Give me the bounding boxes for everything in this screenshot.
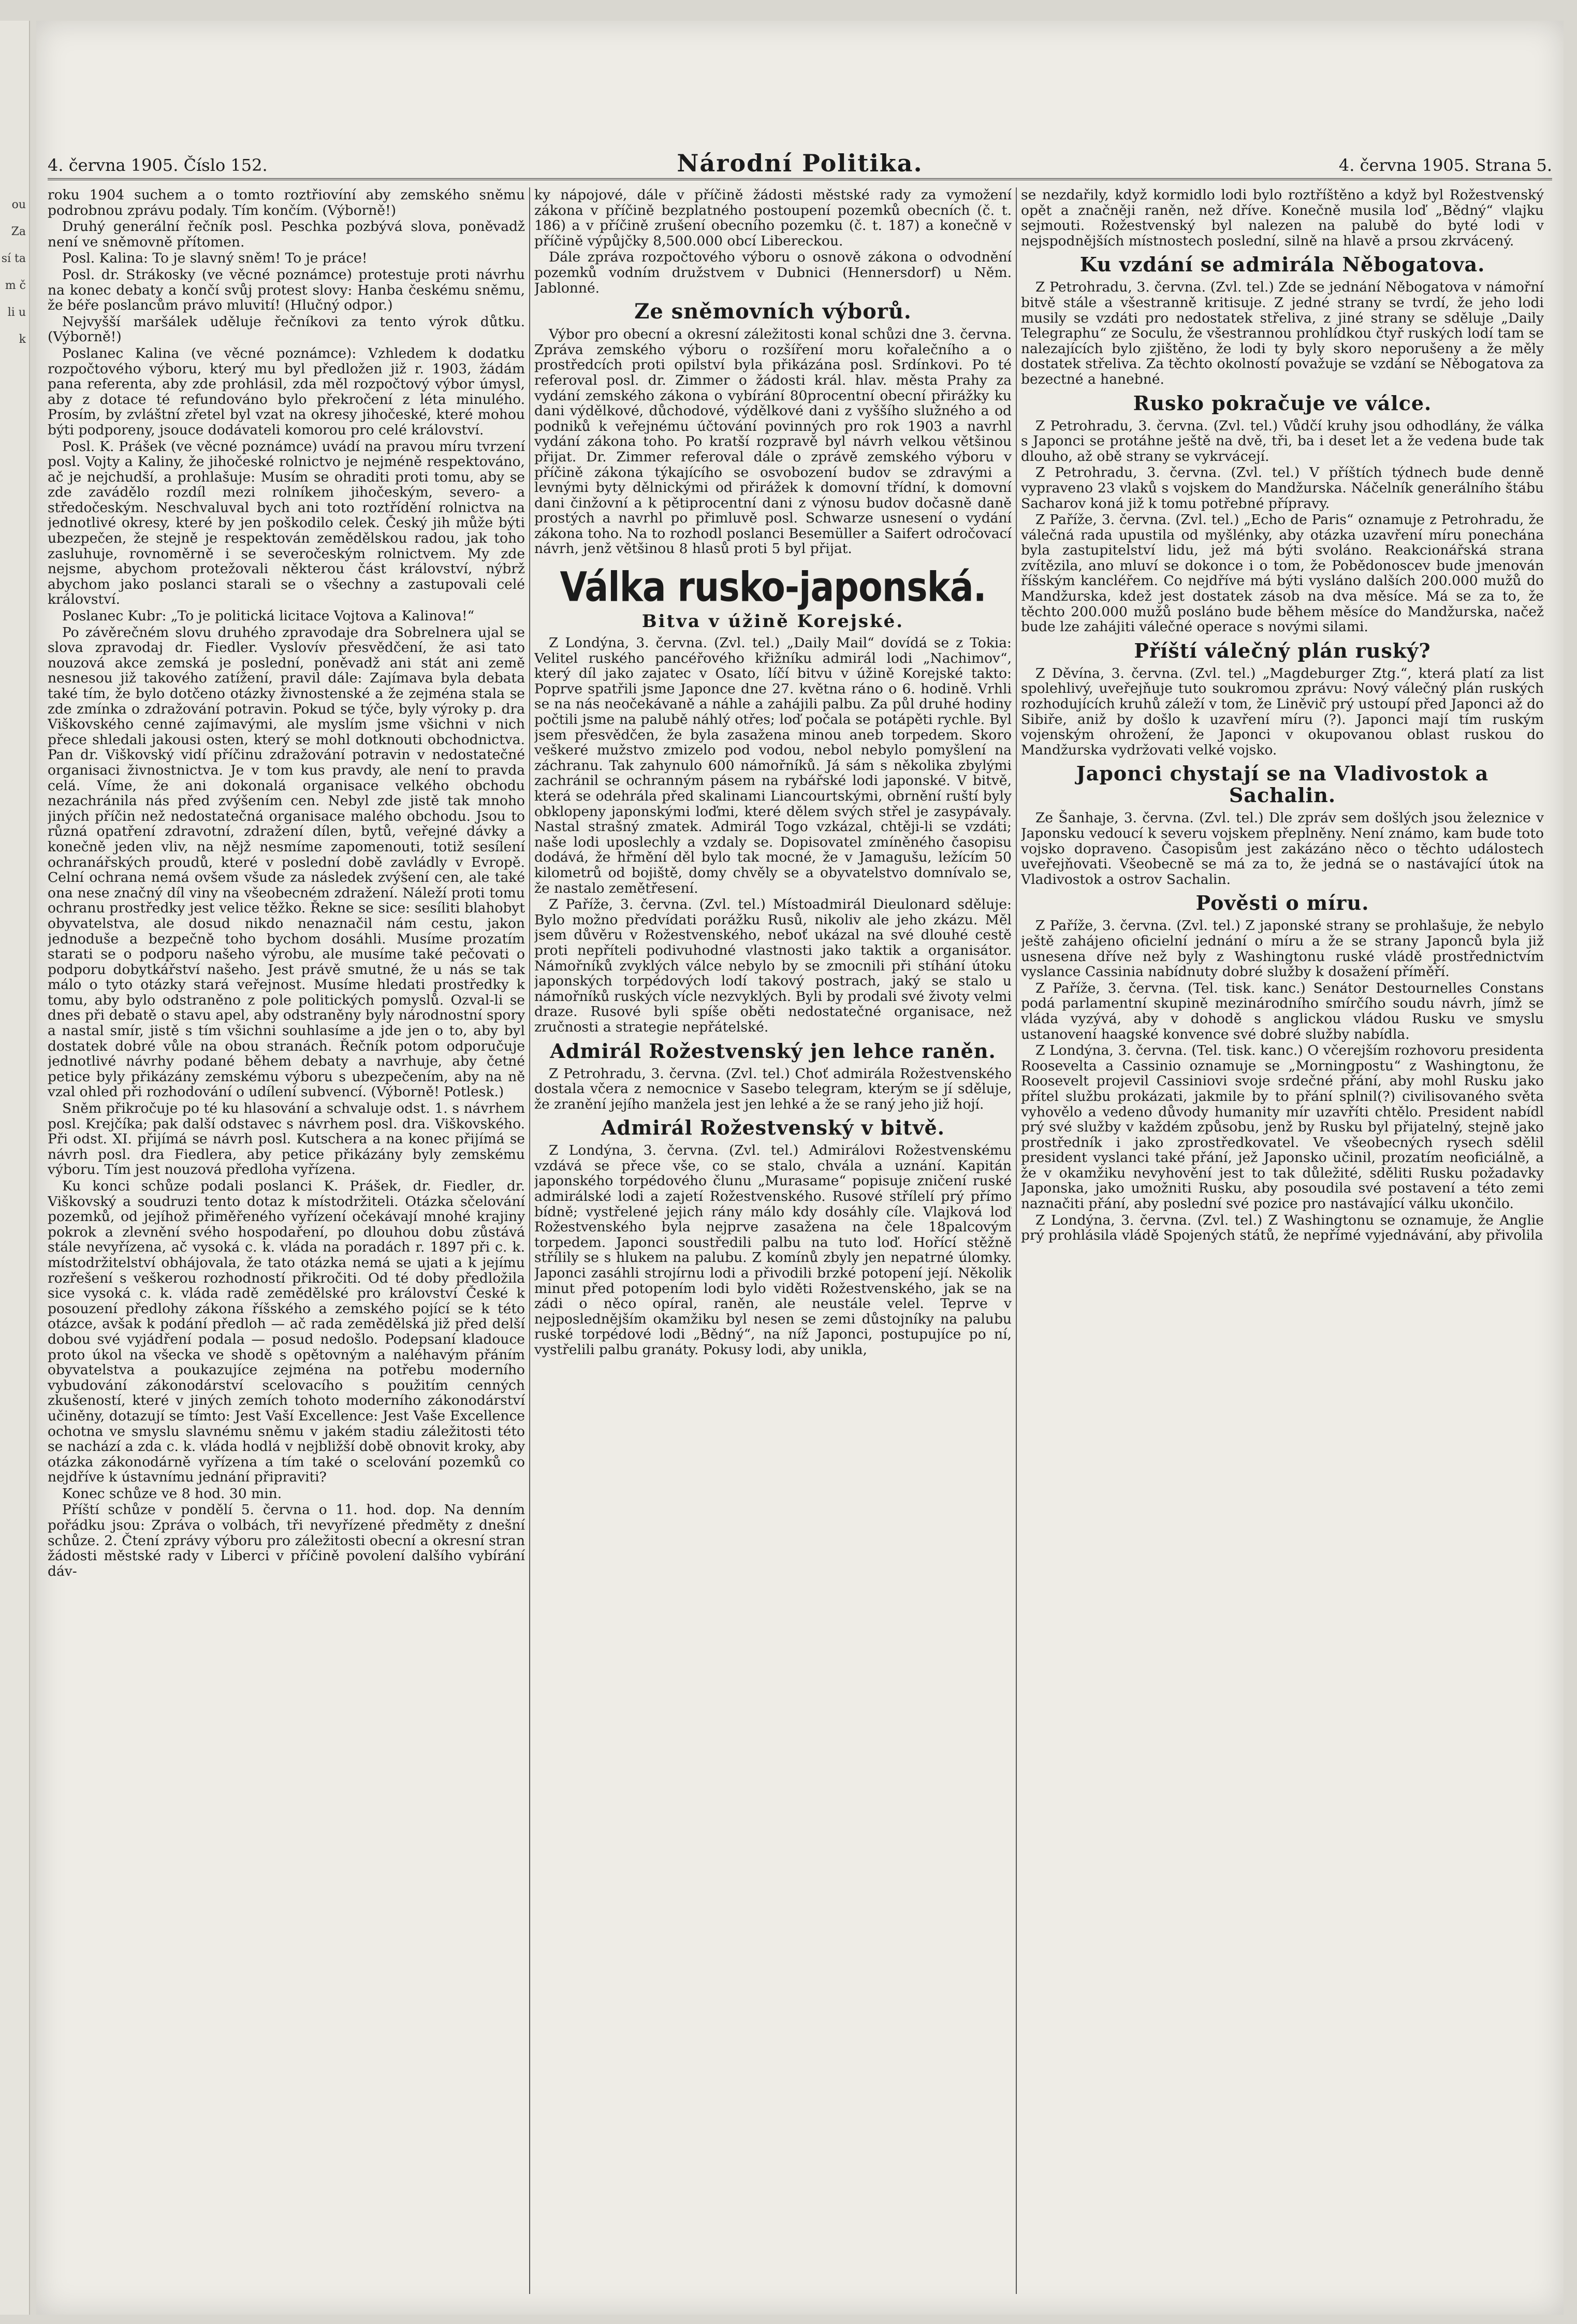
header-date-right: 4. června 1905. Strana 5. xyxy=(1338,155,1552,175)
section-heading: Příští válečný plán ruský? xyxy=(1134,638,1431,662)
column-rule xyxy=(1016,187,1017,2294)
section-heading: Japonci chystají se na Vladivostok a Sachalin. xyxy=(1076,762,1489,807)
paragraph: Posl. Kalina: To je slavný sněm! To je práce! xyxy=(62,250,368,267)
section-heading: Ze sněmovních výborů. xyxy=(634,299,912,324)
paragraph: Z Petrohradu, 3. června. (Zvl. tel.) Choť admirála Rožestvenského dostala včera z nemocnice v Sasebo telegram, kterým se jí sděluje, že zranění jejího manžela jest jen lehké a že se raný jeho již hojí. xyxy=(534,1065,1012,1112)
masthead: Národní Politika. xyxy=(677,149,923,177)
section-heading: Admirál Rožestvenský jen lehce raněn. xyxy=(550,1039,996,1063)
paragraph: Z Paříže, 3. června. (Zvl. tel.) „Echo de Paris“ oznamuje z Petrohradu, že válečná rada upustila od myšlénky, aby otázka uzavření míru ponechána byla zastupitelství lidu, jež má býti svoláno. Reakcionářská strana zvítězila, ano mluví se dokonce i o tom, že Pobědonoscev bude jmenován říšským kancléřem. Co nejdříve má býti vysláno dalších 200.000 mužů do Mandžurska, kdež jest dostatek zásob na dva měsíce. Má se za to, že těchto 200.000 mužů posláno bude během měsíce do Mandžurska, načež bude lze zahájiti válečné operace s novými silami. xyxy=(1021,512,1544,635)
paragraph: Z Petrohradu, 3. června. (Zvl. tel.) V příštích týdnech bude denně vypraveno 23 vlaků s vojskem do Mandžurska. Náčelník generálního štábu Sacharov koná již k tomu potřebné přípravy. xyxy=(1021,464,1544,512)
section-heading: Admirál Rožestvenský v bitvě. xyxy=(601,1116,945,1140)
paragraph: Z Petrohradu, 3. června. (Zvl. tel.) Vůdčí kruhy jsou odhodlány, že válka s Japonci se protáhne ještě na dvě, tři, ba i deset let a že vedena bude tak dlouho, až obě strany se vykrvácejí. xyxy=(1021,417,1544,464)
paragraph: Posl. K. Prášek (ve věcné poznámce) uvádí na pravou míru tvrzení posl. Vojty a Kaliny, že jihočeské rolnictvo je nejméně respektováno, ač je nejchudší, a prohlašuje: Musím se ohraditi proti tomu, aby se zde zavádělo rozdíl mezi rolníkem jihočeským, severo- a středočeským. Neschvaluval bych ani toto roztřídění rolnictva na jednotlivé okresy, které by jen poškodilo celek. Český jih může býti ubezpečen, že stejně je respektován zemědělskou radou, jak toho zasluhuje, rovnoměrně i se severočeským rolnictvem. My zde nejsme, abychom protežovali některou část království, nýbrž abychom jako poslanci starali se o všechny a zastupovali celé království. xyxy=(48,438,525,608)
paragraph: Druhý generální řečník posl. Peschka pozbývá slova, poněvadž není ve sněmovně přítomen. xyxy=(48,219,525,250)
paragraph: Z Londýna, 3. června. (Zvl. tel.) Z Washingtonu se oznamuje, že Anglie prý prohlásila vládě Spojených států, že nepřímé vyjednávání, aby přivolila xyxy=(1021,1212,1544,1244)
paragraph: Nejvyšší maršálek uděluje řečníkovi za tento výrok důtku. (Výborně!) xyxy=(48,313,525,345)
paragraph: Příští schůze v pondělí 5. června o 11. hod. dop. Na denním pořádku jsou: Zpráva o volbách, tři nevyřízené předměty z dnešní schůze. 2. Čtení zprávy výboru pro záležitosti obecní a okresní stran žádosti městské rady v Liberci v příčině povolení dalšího vybírání dáv- xyxy=(48,1502,525,1579)
paragraph: Z Londýna, 3. června. (Zvl. tel.) Admirálovi Rožestvenskému vzdává se přece vše, co se stalo, chvála a uznání. Kapitán japonského torpédového člunu „Murasame“ popisuje zničení ruské admirálské lodi a zajetí Rožestvenského. Rusové střílelí prý přímo bídně; vystřelené jejich rány málo kdy dosáhly cíle. Vlajková loď Rožestvenského byla nejprve zasažena na čele 18palcovým torpedem. Japonci soustředili palbu na tuto loď. Hořící stěžně střílily se s hlukem na palubu. Z komínů zbyly jen nepatrné úlomky. Japonci zasáhli strojírnu lodi a přivodili brzké potopení její. Několik minut před potopením lodi bylo viděti Rožestvenského, jak se na zádi o něco opíral, raněn, ale neustále velel. Teprve v nejposlednějším okamžiku byl nesen se zemi důstojníky na palubu ruské torpédové lodi „Bědný“, na níž Japonci, postupujíce po ní, vystřelili palbu granáty. Pokusy lodi, aby unikla, xyxy=(534,1142,1012,1358)
section-heading: Ku vzdání se admirála Něbogatova. xyxy=(1079,253,1485,277)
paragraph: Výbor pro obecní a okresní záležitosti konal schůzi dne 3. června. Zpráva zemského výboru o rozšíření moru kořalečního a o prostředcích proti opilství byla přikázána posl. Srdínkovi. Po té referoval posl. dr. Zimmer o žádosti král. hlav. města Prahy za vydání zemského zákona o vybírání 80procentní obecní přirážky ku dani výdělkové, důchodové, výdělkové dani z vyššího služného a od podniků k veřejnému účtování povinných pro rok 1903 a navrhl vydání zákona toho. Po kratší rozpravě byl návrh velkou většinou přijat. Dr. Zimmer referoval dále o zprávě zemského výboru v příčině zákona týkajícího se osvobození budov se zdravými a levnými byty dělnickými od přirážek k domovní třídní, k domovní dani činžovní a k pětiprocentní dani z výnosu budov dočasně daně prostých a navrhl po přimluvě posl. Schwarze usnesení o vydání zákona toho. Na to rozhodl poslanci Besemüller a Saifert odročovací návrh, jenž většinou 8 hlasů proti 5 byl přijat. xyxy=(534,326,1012,557)
paragraph: se nezdařily, když kormidlo lodi bylo roztříštěno a když byl Rožestvenský opět a značněji raněn, než dříve. Konečně musila loď „Bědný“ vlajku sejmouti. Rožestvenský byl nalezen na palubě do byté lodi v nejspodnějších místnostech poslední, silně na hlavě a prsou zkrvácený. xyxy=(1021,187,1544,249)
margin-fragments: ou Za sí ta m č li u k xyxy=(1,198,26,346)
paragraph: roku 1904 suchem a o tomto roztřiovíní aby zemského sněmu podrobnou zprávu podaly. Tím končím. (Výborně!) xyxy=(48,187,525,219)
paragraph: Z Petrohradu, 3. června. (Zvl. tel.) Zde se jednání Něbogatova v námořní bitvě stále a všestranně kritisuje. Z jedné strany se tvrdí, že jeho lodi musily se vzdáti pro nedostatek střeliva, z jiné strany se sděluje „Daily Telegraphu“ ze Soculu, že všestrannou prohlídkou čtyř ruských lodí tam se nalezajících bylo zjištěno, že lodi ty byly skoro neporušeny a že měly dostatek střeliva. Za těchto okolností považuje se vzdání se Něbogatova za bezectné a hanebné. xyxy=(1021,279,1544,387)
paragraph: Poslanec Kubr: „To je politická licitace Vojtova a Kalinova!“ xyxy=(62,608,475,624)
newspaper-page xyxy=(36,21,1564,2315)
section-heading: Rusko pokračuje ve válce. xyxy=(1133,391,1432,415)
paragraph: Z Paříže, 3. června. (Zvl. tel.) Místoadmirál Dieulonard sděluje: Bylo možno předvídati porážku Rusů, nikoliv ale jeho zkázu. Měl jsem důvěru v Rožestvenského, neboť ukázal na své dlouhé cestě proti nepříteli podivuhodné vlastnosti jako taktik a organisátor. Námořníků zvyklých válce nebylo by se zmocnili při stíhání útoku japonských torpédových lodí takový postrach, jaký se stalo u námořníků ruských vícle nezvyklých. Byli by prodali své životy velmi draze. Rusové byli spíše oběti nedostatečné organisace, než zručnosti a strategie nepřátelské. xyxy=(534,896,1012,1035)
column-2 xyxy=(534,187,1012,2294)
paragraph: Z Paříže, 3. června. (Tel. tisk. kanc.) Senátor Destournelles Constans podá parlamentní skupině mezinárodního smírčího soudu návrh, jímž se vláda vyzývá, aby v dohodě s anglickou vládou Rusku ve smyslu ustanovení haagské konvence své dobré služby nabídla. xyxy=(1021,980,1544,1042)
paragraph: Z Londýna, 3. června. (Zvl. tel.) „Daily Mail“ dovídá se z Tokia: Velitel ruského pancéřového křižníku admirál lodi „Nachimov“, který díl jako zajatec v Osato, líčí bitvu v úžině Korejské takto: Poprve spatřili jsme Japonce dne 27. května ráno o 6. hodině. Vrhli se na nás neočekávaně a náhle a zahájili palbu. Za půl druhé hodiny počtili jsme na palubě náhlý otřes; loď počala se potápěti rychle. Byl jsem přesvědčen, že byla zasažena minou aneb torpedem. Skoro veškeré mužstvo zmizelo pod vodou, nebol nebylo pomyšlení na záchranu. Tak zahynulo 600 námořníků. Já sám s několika zbylými zachránil se ochranným pásem na rybářské lodi japonské. V bitvě, která se odehrála před skalinami Liancourtskými, obrnění ruští byly obklopeny japonskými loďmi, které dělem svých střel je zasypávaly. Nastal strašný zmatek. Admirál Togo vzkázal, chtěji-li se vzdáti; naše lodi uposlechly a vzdaly se. Dopisovatel zmíněného časopisu dodává, že hřmění děl bylo tak mocné, že v Jamagušu, ležícím 50 kilometrů od bojiště, domy chvěly se a obyvatelstvo domnívalo se, že nastalo zemětřesení. xyxy=(534,635,1012,896)
paragraph: ky nápojové, dále v příčině žádosti městské rady za vymožení zákona v příčině bezplatného postoupení pozemků obecních (č. t. 186) a v příčině zrušení obecního pozemku (č. t. 187) a konečně v příčině výpůjčky 8,500.000 obcí Libereckou. xyxy=(534,187,1012,249)
paragraph: Dále zpráva rozpočtového výboru o osnově zákona o odvodnění pozemků vodním družstvem v Dubnici (Hennersdorf) u Něm. Jablonné. xyxy=(534,249,1012,296)
paragraph: Z Děvína, 3. června. (Zvl. tel.) „Magdeburger Ztg.“, která platí za list spolehlivý, uveřejňuje tuto soukromou zprávu: Nový válečný plán ruských rozhodujících kruhů záleží v tom, že Liněvič prý ustoupí před Japonci až do Sibiře, aniž by došlo k uzavření míru (?). Japonci mají tím ruským vojenským ohrožení, že Japonci v okupovanou oblast ruskou do Mandžurska vydržovati velké vojsko. xyxy=(1021,665,1544,758)
main-war-heading: Válka rusko-japonská. xyxy=(560,564,986,611)
paragraph: Konec schůze ve 8 hod. 30 min. xyxy=(62,1485,282,1502)
paragraph: Sněm přikročuje po té ku hlasování a schvaluje odst. 1. s návrhem posl. Krejčíka; pak další odstavec s návrhem posl. dra. Viškovského. Při odst. XI. přijímá se návrh posl. Kutschera a na konec přijímá se návrh posl. dra Fiedlera, aby petice přikázány byly zemskému výboru. Tím jest nouzová předloha vyřízena. xyxy=(48,1100,525,1178)
page-header xyxy=(48,145,1552,180)
paragraph: Poslanec Kalina (ve věcné poznámce): Vzhledem k dodatku rozpočtového výboru, který mu byl předložen již r. 1903, žádám pana referenta, aby zde prohlásil, zda měl rozpočtový výbor úmysl, aby z dotace té refundováno bylo překročení z léta minulého. Prosím, by zvláštní zřetel byl vzat na okresy jihočeské, které mohou býti podporeny, jsouce dodávateli komorou pro celé království. xyxy=(48,345,525,438)
column-3 xyxy=(1021,187,1544,2294)
paragraph: Posl. dr. Strákosky (ve věcné poznámce) protestuje proti návrhu na konec debaty a končí svůj protest slovy: Hanba českému sněmu, že béře poslancům právo mluvití! (Hlučný odpor.) xyxy=(48,266,525,314)
paragraph: Ze Šanhaje, 3. června. (Zvl. tel.) Dle zpráv sem došlých jsou železnice v Japonsku vedoucí k severu vojskem přeplněny. Není známo, kam bude toto vojsko dopraveno. Časopisům jest zakázáno něco o těchto událostech uveřejňovati. Všeobecně se má za to, že jedná se o nastávající útok na Vladivostok a ostrov Sachalin. xyxy=(1021,810,1544,888)
header-date-left: 4. června 1905. Číslo 152. xyxy=(48,155,268,175)
adjacent-page-edge xyxy=(0,21,30,2315)
paragraph: Z Londýna, 3. června. (Tel. tisk. kanc.) O včerejším rozhovoru presidenta Roosevelta a Cassinio oznamuje se „Morningpostu“ z Washingtonu, že Roosevelt projevil Cassiniovi svoje srdečné přání, aby mohl Rusku jako přítel službu prokázati, jakmile by to přání splnil(?) civilisovaného světa vyhovělo a vedeno důvody humanity mír uzavříti chtělo. President nabídl prý své služby v každém způsobu, jenž by Rusku byl přijatelný, stejně jako prostředník i jako zprostředkovatel. Ve všeobecných rysech sdělil president vyslanci také přání, jež Japonsko učinil, prozatím neoficiálně, a že v okamžiku nevyhovění jest to tak důležité, sděliti Rusku požadavky Japonska, jako umožniti Rusku, aby posoudila své postavení a této zemi naznačiti přání, aby poslední své pozice pro nastávající válku ukončilo. xyxy=(1021,1042,1544,1212)
section-heading: Pověsti o míru. xyxy=(1195,891,1369,915)
paragraph: Ku konci schůze podali poslanci K. Prášek, dr. Fiedler, dr. Viškovský a soudruzi tento dotaz k místodržiteli. Otázka sčelování pozemků, od jejíhož přiměřeného vyřízení očekávají mnohé krajiny pokrok a zlevnění svého hospodaření, po dlouhou dobu zůstává stále nevyřízena, ač vysoká c. k. vláda na poradách r. 1897 při c. k. místodržitelství obhájovala, že tato otázka nemá se ujati a k jejímu rozřešení s veškerou rozhodností přikročiti. Od té doby předložila sice vysoká c. k. vláda radě zemědělské pro království České k posouzení předlohy zákona říšského a zemského pojící se k této otázce, avšak k podání předloh — ač rada zemědělská již před delší dobou své vyjádření podala — posud nedošlo. Podepsaní kladouce proto úkol na všecka ve shodě s opětovným a naléhavým přáním obyvatelstva a poukazujíce zejména na potřebu moderního vybudování zákonodárství scelovacího s použitím cenných zkušeností, které v jiných zemích tohoto moderního zákonodárství učiněny, dotazují se tímto: Jest Vaší Excellence: Jest Vaše Excellence ochotna ve smyslu slavnému sněmu v jakém stadiu záležitosti této se nachází a zda c. k. vláda hodlá v nejbližší době obnovit kroky, aby otázka zákonodárně vyřízena a tím také o scelování pozemků co nejdříve k ústavnímu jednání připraviti? xyxy=(48,1178,525,1486)
paragraph: Po závěrečném slovu druhého zpravodaje dra Sobrelnera ujal se slova zpravodaj dr. Fiedler. Vyslovív přesvědčení, že asi tato nouzová akce zemská je poslední, poněvadž ani stát ani země nesnesou již takového zatížení, pravil dále: Zajímava byla debata také tím, že bylo dotčeno otázky živnostenské a že zejména stala se zde zmínka o zdražování potravin. Pokud se týče, byly výroky p. dra Viškovského cenné zajímavými, ale myslím jsme všichni v nich přece shledali jakousi osten, který se mohl dotknouti obchodnictva. Pan dr. Viškovský vidí příčinu zdražování potravin v nedostatečné organisaci živnostnictva. Je v tom kus pravdy, ale není to pravda celá. Víme, že ani dokonalá organisace velkého obchodu nezachránila nás před zvýšením cen. Nebyl zde jistě tak mnoho jiných příčin než nedostatečná organisace malého obchodu. Jsou to různá opatření zdravotní, zdražení dílen, bytů, veřejné dávky a konečně jeden vliv, na nějž nesmíme zapomenouti, totiž sesílení ochranářských proudů, které v poslední době zavládly v Evropě. Celní ochrana nemá ovšem všude za následek zvýšení cen, ale také ona nese značný díl viny na všeobecném zdražení. Náleží proti tomu ochranu prostředky jest velice těžko. Řekne se sice: sesíliti blahobyt obyvatelstva, ale dosud nikdo nenaznačil nám cestu, jakon jednoduše a bezpečně toho bychom dosáhli. Musíme prozatím starati se o podporu našeho výrobu, ale musíme také pečovati o podporu dobytkářství našeho. Jest právě smutné, že u nás se tak málo o tyto otázky stará veřejnost. Musíme hledati prostředky k tomu, aby bylo odstraněno z pole politických pomyslů. Ozval-li se dnes při debatě o stavu apel, aby odstraněny byly národnostní spory a nastal smír, jistě s tím všichni souhlasíme a jde jen o to, aby byl dostatek dobré vůle na obou stranách. Řečník potom odporučuje jednotlivé návrhy podané během debaty a navrhuje, aby četné petice byly přikázány zemskému výboru s ubezpečením, aby na ně vzal ohled při rozhodování o udílení subvencí. (Výborně! Potlesk.) xyxy=(48,624,525,1100)
column-1 xyxy=(48,187,525,2294)
column-rule xyxy=(529,187,530,2294)
subheading: Bitva v úžině Korejské. xyxy=(641,611,904,632)
paragraph: Z Paříže, 3. června. (Zvl. tel.) Z japonské strany se prohlašuje, že nebylo ještě zahájeno oficielní jednání o míru a že se strany Japonců byla již usnesena dříve než byly z Washingtonu ruské vládě prostřednictvím vyslance Cassinia nabídnuty dobré služby k dosažení příměří. xyxy=(1021,918,1544,980)
